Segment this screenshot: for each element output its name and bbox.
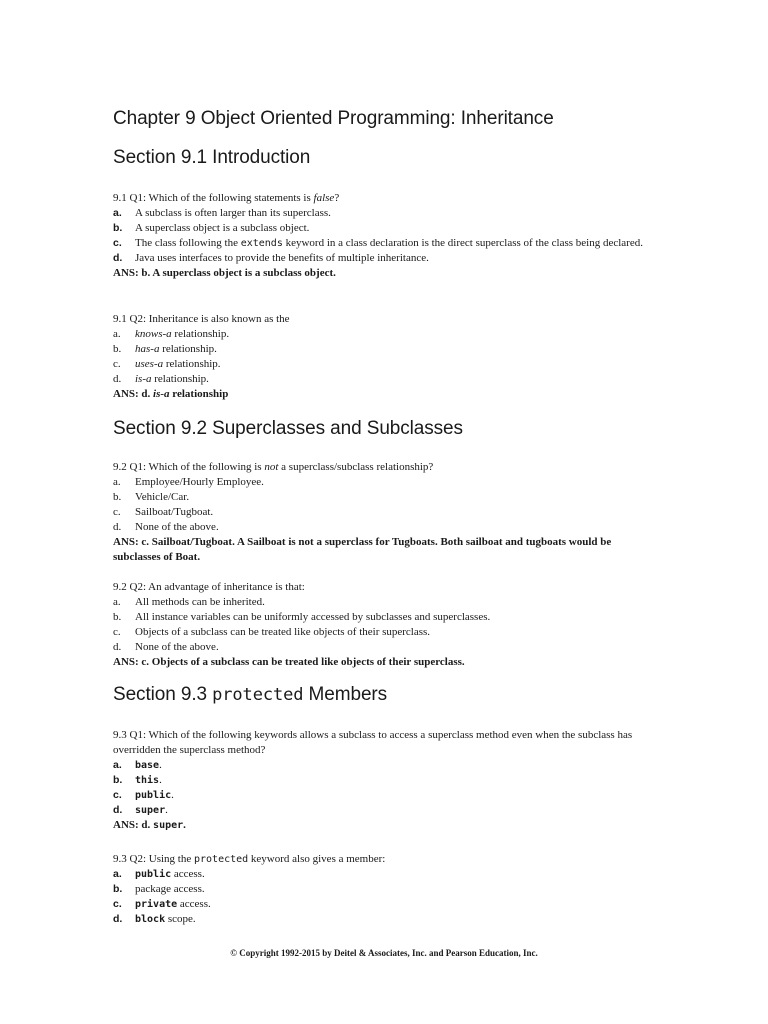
question-text: 9.1 Q1: Which of the following statements is false? [113, 192, 340, 204]
option-c: c. uses-a relationship. [113, 358, 221, 370]
question-9-2-q1 [113, 460, 653, 565]
option-d: d. is-a relationship. [113, 373, 209, 385]
option-d: d. block scope. [113, 913, 196, 925]
option-b: b. package access. [113, 883, 205, 895]
option-b: b. All instance variables can be uniformly accessed by subclasses and superclasses. [113, 611, 491, 623]
option-d: d. Java uses interfaces to provide the benefits of multiple inheritance. [113, 252, 429, 264]
option-c: c. The class following the extends keyword in a class declaration is the direct superclass of the class being declared. [113, 237, 643, 249]
option-a: a. A subclass is often larger than its superclass. [113, 207, 331, 219]
answer: ANS: c. Sailboat/Tugboat. A Sailboat is not a superclass for Tugboats. Both sailboat and tugboats would be subclasses of Boat. [113, 536, 612, 563]
chapter-title: Chapter 9 Object Oriented Programming: Inheritance [113, 108, 554, 129]
option-c: c. private access. [113, 898, 211, 910]
answer: ANS: c. Objects of a subclass can be treated like objects of their superclass. [113, 656, 465, 668]
question-9-1-q2 [113, 312, 653, 402]
section-title-9-1: Section 9.1 Introduction [113, 147, 311, 168]
option-a: a. public access. [113, 868, 205, 880]
section-title-9-2: Section 9.2 Superclasses and Subclasses [113, 418, 463, 439]
answer: ANS: d. super. [113, 819, 186, 831]
question-9-3-q2 [113, 852, 653, 927]
option-b: b. has-a relationship. [113, 343, 217, 355]
question-9-1-q1 [113, 191, 653, 281]
section-title-9-3: Section 9.3 protected Members [113, 684, 388, 705]
question-text: 9.1 Q2: Inheritance is also known as the [113, 313, 290, 325]
question-9-2-q2 [113, 580, 653, 670]
copyright-footer: © Copyright 1992-2015 by Deitel & Associates, Inc. and Pearson Education, Inc. [230, 948, 538, 958]
option-d: d. super. [113, 804, 168, 816]
option-b: b. A superclass object is a subclass object. [113, 222, 310, 234]
option-b: b. Vehicle/Car. [113, 491, 190, 503]
option-d: d. None of the above. [113, 641, 219, 653]
question-text: 9.3 Q2: Using the protected keyword also gives a member: [113, 853, 386, 865]
option-d: d. None of the above. [113, 521, 219, 533]
option-a: a. base. [113, 759, 162, 771]
option-b: b. this. [113, 774, 162, 786]
answer: ANS: b. A superclass object is a subclass object. [113, 267, 336, 279]
question-text: 9.3 Q1: Which of the following keywords allows a subclass to access a superclass method even when the subclass has overridden the superclass method? [113, 729, 633, 756]
question-text: 9.2 Q2: An advantage of inheritance is that: [113, 581, 305, 593]
question-9-3-q1 [113, 728, 653, 833]
question-text: 9.2 Q1: Which of the following is not a superclass/subclass relationship? [113, 461, 434, 473]
option-c: c. public. [113, 789, 174, 801]
answer: ANS: d. is-a relationship [113, 388, 229, 400]
option-a: a. knows-a relationship. [113, 328, 230, 340]
option-a: a. Employee/Hourly Employee. [113, 476, 264, 488]
option-c: c. Objects of a subclass can be treated like objects of their superclass. [113, 626, 431, 638]
option-a: a. All methods can be inherited. [113, 596, 265, 608]
option-c: c. Sailboat/Tugboat. [113, 506, 214, 518]
